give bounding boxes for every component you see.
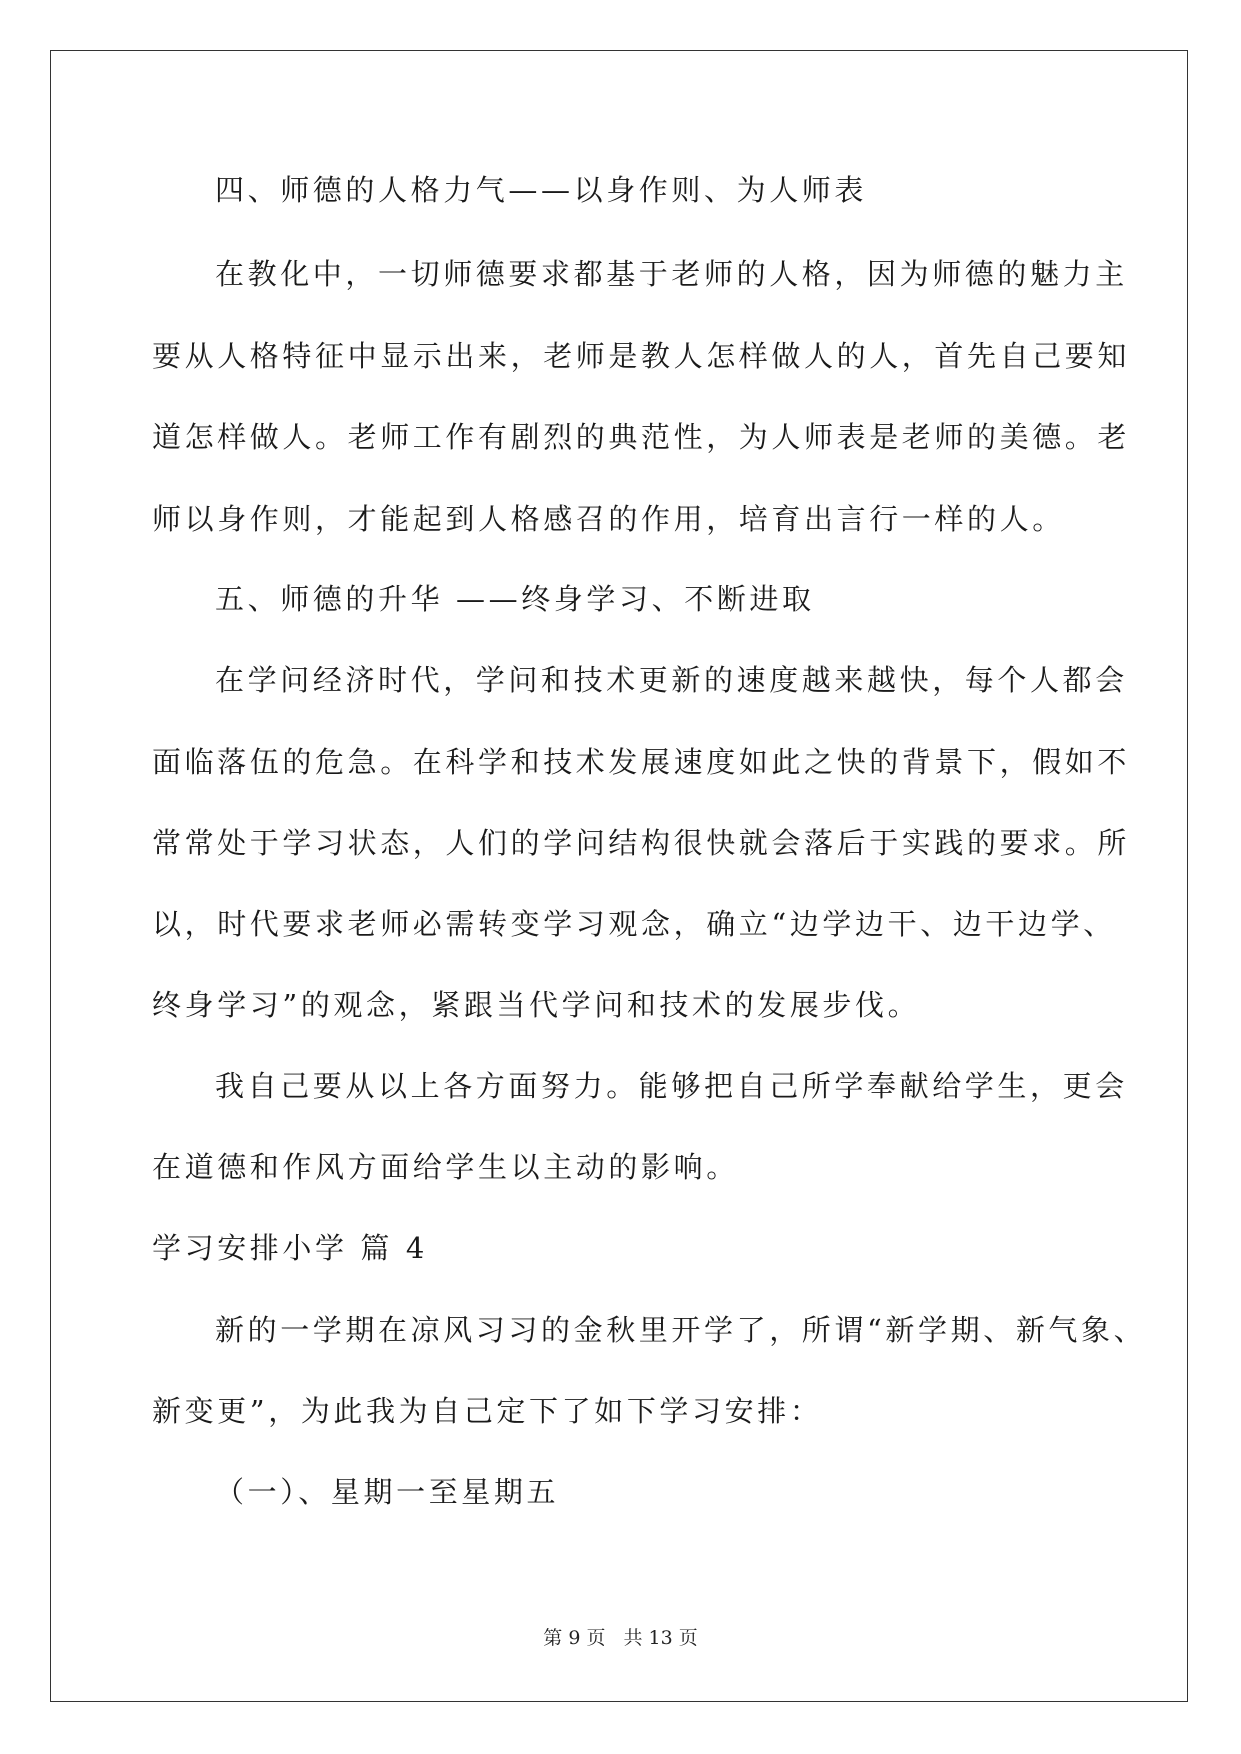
paragraph-line: 面临落伍的危急。在科学和技术发展速度如此之快的背景下，假如不 — [152, 745, 1131, 779]
paragraph-line: 在教化中，一切师德要求都基于老师的人格，因为师德的魅力主 — [215, 257, 1128, 291]
paragraph-line: 以，时代要求老师必需转变学习观念，确立“边学边干、边干边学、 — [152, 907, 1116, 941]
paragraph-line: 新的一学期在凉风习习的金秋里开学了，所谓“新学期、新气象、 — [215, 1313, 1147, 1347]
paragraph-line: 常常处于学习状态，人们的学问结构很快就会落后于实践的要求。所 — [152, 826, 1131, 860]
paragraph-line: 师以身作则，才能起到人格感召的作用，培育出言行一样的人。 — [152, 502, 1065, 536]
article-title: 学习安排小学 篇 4 — [152, 1231, 428, 1265]
page-total: 共 13 页 — [623, 1627, 698, 1649]
paragraph-line: 我自己要从以上各方面努力。能够把自己所学奉献给学生，更会 — [215, 1069, 1128, 1103]
paragraph-line: 要从人格特征中显示出来，老师是教人怎样做人的人，首先自己要知 — [152, 339, 1131, 373]
paragraph-line: 道怎样做人。老师工作有剧烈的典范性，为人师表是老师的美德。老 — [152, 420, 1131, 454]
paragraph-line: 终身学习”的观念，紧跟当代学问和技术的发展步伐。 — [152, 988, 921, 1022]
paragraph-line: 新变更”，为此我为自己定下了如下学习安排： — [152, 1394, 823, 1428]
section-heading-5: 五、师德的升华 ——终身学习、不断进取 — [215, 582, 815, 616]
page-number: 第 9 页 — [543, 1627, 606, 1649]
paragraph-line: 在学问经济时代，学问和技术更新的速度越来越快，每个人都会 — [215, 663, 1128, 697]
page-frame — [50, 50, 1188, 1702]
subsection-heading: （一）、星期一至星期五 — [215, 1475, 560, 1509]
page-footer — [0, 1626, 1241, 1650]
section-heading-4: 四、师德的人格力气——以身作则、为人师表 — [215, 173, 868, 207]
paragraph-line: 在道德和作风方面给学生以主动的影响。 — [152, 1150, 739, 1184]
